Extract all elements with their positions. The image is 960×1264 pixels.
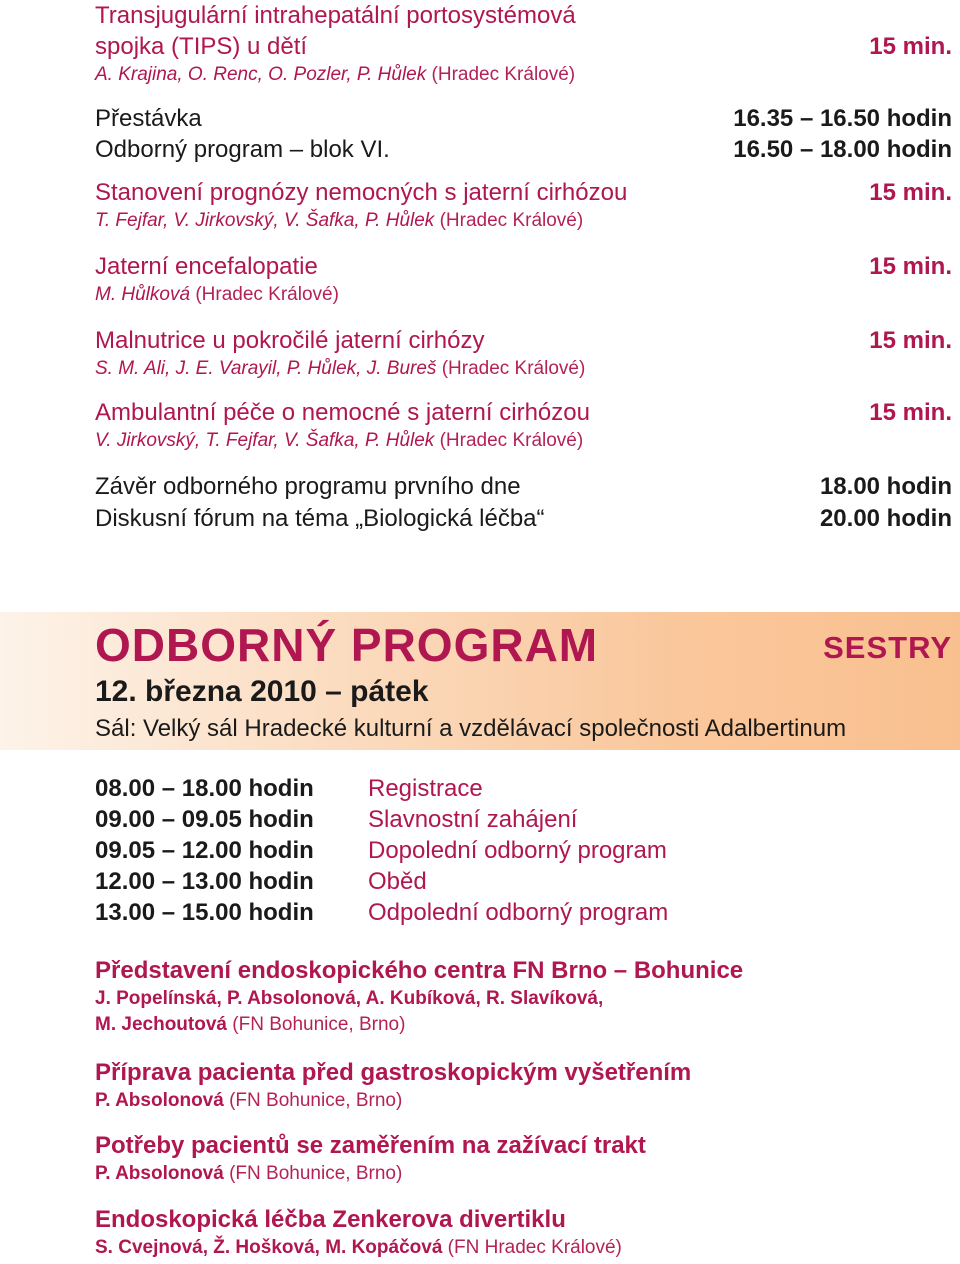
talk-duration: 15 min.	[869, 253, 952, 280]
talk-title: Stanovení prognózy nemocných s jaterní cirhózou	[95, 179, 628, 206]
author-names: V. Jirkovský, T. Fejfar, V. Šafka, P. Hůlek	[95, 430, 435, 451]
end-row	[95, 471, 952, 502]
section-subtitle: SESTRY	[823, 630, 952, 665]
talk-title: Představení endoskopického centra FN Brno – Bohunice	[95, 957, 744, 984]
talk-ambulantni-pece	[95, 397, 952, 454]
schedule-time: 12.00 – 13.00 hodin	[95, 868, 314, 895]
talk-endoskopicke-centrum	[95, 955, 952, 1038]
talk-title: Endoskopická léčba Zenkerova divertiklu	[95, 1206, 566, 1233]
author-names: M. Hůlková	[95, 284, 191, 305]
schedule-row	[95, 866, 795, 897]
schedule-list	[95, 773, 795, 928]
row-time: 16.35 – 16.50 hodin	[733, 105, 952, 132]
schedule-time: 08.00 – 18.00 hodin	[95, 775, 314, 802]
row-label: Přestávka	[95, 105, 202, 132]
author-affiliation: (FN Bohunice, Brno)	[232, 1014, 406, 1035]
schedule-time: 13.00 – 15.00 hodin	[95, 899, 314, 926]
talk-title: spojka (TIPS) u dětí	[95, 33, 308, 60]
schedule-row	[95, 773, 795, 804]
author-names: M. Jechoutová	[95, 1014, 227, 1035]
talk-title: Malnutrice u pokročilé jaterní cirhózy	[95, 327, 485, 354]
talk-authors	[95, 1235, 952, 1261]
schedule-label: Odpolední odborný program	[368, 899, 669, 926]
talk-title: Příprava pacienta před gastroskopickým vyšetřením	[95, 1059, 692, 1086]
talk-authors	[95, 208, 952, 234]
row-time: 16.50 – 18.00 hodin	[733, 136, 952, 163]
talk-authors	[95, 986, 952, 1012]
author-affiliation: (FN Bohunice, Brno)	[229, 1163, 403, 1184]
row-time: 20.00 hodin	[819, 505, 952, 532]
talk-malnutrice	[95, 325, 952, 382]
talk-authors	[95, 428, 952, 454]
schedule-label: Oběd	[368, 868, 427, 895]
schedule-label: Slavnostní zahájení	[368, 806, 578, 833]
author-affiliation: (Hradec Králové)	[441, 358, 586, 379]
row-label: Odborný program – blok VI.	[95, 136, 390, 163]
author-names: T. Fejfar, V. Jirkovský, V. Šafka, P. Hůlek	[95, 210, 435, 231]
row-time: 18.00 hodin	[819, 473, 952, 500]
talk-duration: 15 min.	[869, 179, 952, 206]
row-label: Diskusní fórum na téma „Biologická léčba“	[95, 505, 545, 532]
talk-title: Jaterní encefalopatie	[95, 253, 318, 280]
author-affiliation: (Hradec Králové)	[439, 430, 584, 451]
schedule-time: 09.05 – 12.00 hodin	[95, 837, 314, 864]
talk-duration: 15 min.	[869, 399, 952, 426]
talk-priprava-pacienta	[95, 1057, 952, 1114]
break-row	[95, 103, 952, 134]
talk-duration: 15 min.	[869, 327, 952, 354]
talk-tips	[95, 0, 952, 88]
talk-duration: 15 min.	[869, 33, 952, 60]
talk-authors	[95, 1012, 952, 1038]
talk-zenker	[95, 1204, 952, 1261]
author-affiliation: (FN Bohunice, Brno)	[229, 1090, 403, 1111]
schedule-row	[95, 897, 795, 928]
talk-title: Transjugulární intrahepatální portosystémová	[95, 2, 576, 29]
talk-authors	[95, 356, 952, 382]
schedule-row	[95, 804, 795, 835]
schedule-label: Registrace	[368, 775, 483, 802]
author-names: P. Absolonová	[95, 1090, 224, 1111]
talk-authors	[95, 62, 952, 88]
talk-authors	[95, 1161, 952, 1187]
row-label: Závěr odborného programu prvního dne	[95, 473, 521, 500]
author-names: J. Popelínská, P. Absolonová, A. Kubíková, R. Slavíková,	[95, 988, 604, 1009]
schedule-time: 09.00 – 09.05 hodin	[95, 806, 314, 833]
section-title: ODBORNÝ PROGRAM	[95, 619, 599, 671]
author-affiliation: (Hradec Králové)	[439, 210, 584, 231]
talk-title: Potřeby pacientů se zaměřením na zažívací trakt	[95, 1132, 646, 1159]
author-affiliation: (Hradec Králové)	[195, 284, 339, 305]
block-row	[95, 134, 952, 165]
talk-authors	[95, 1088, 952, 1114]
schedule-row	[95, 835, 795, 866]
talk-prognoza	[95, 177, 952, 234]
talk-authors	[95, 282, 952, 308]
author-names: P. Absolonová	[95, 1163, 224, 1184]
forum-row	[95, 503, 952, 534]
author-names: A. Krajina, O. Renc, O. Pozler, P. Hůlek	[95, 64, 427, 85]
section-venue: Sál: Velký sál Hradecké kulturní a vzdělávací společnosti Adalbertinum	[95, 715, 847, 742]
author-affiliation: (FN Hradec Králové)	[447, 1237, 622, 1258]
talk-potreby-pacientu	[95, 1130, 952, 1187]
author-names: S. Cvejnová, Ž. Hošková, M. Kopáčová	[95, 1237, 443, 1258]
talk-encefalopatie	[95, 251, 952, 308]
talk-title: Ambulantní péče o nemocné s jaterní cirhózou	[95, 399, 590, 426]
author-affiliation: (Hradec Králové)	[431, 64, 576, 85]
section-date: 12. března 2010 – pátek	[95, 675, 429, 708]
schedule-label: Dopolední odborný program	[368, 837, 667, 864]
author-names: S. M. Ali, J. E. Varayil, P. Hůlek, J. Bureš	[95, 358, 437, 379]
